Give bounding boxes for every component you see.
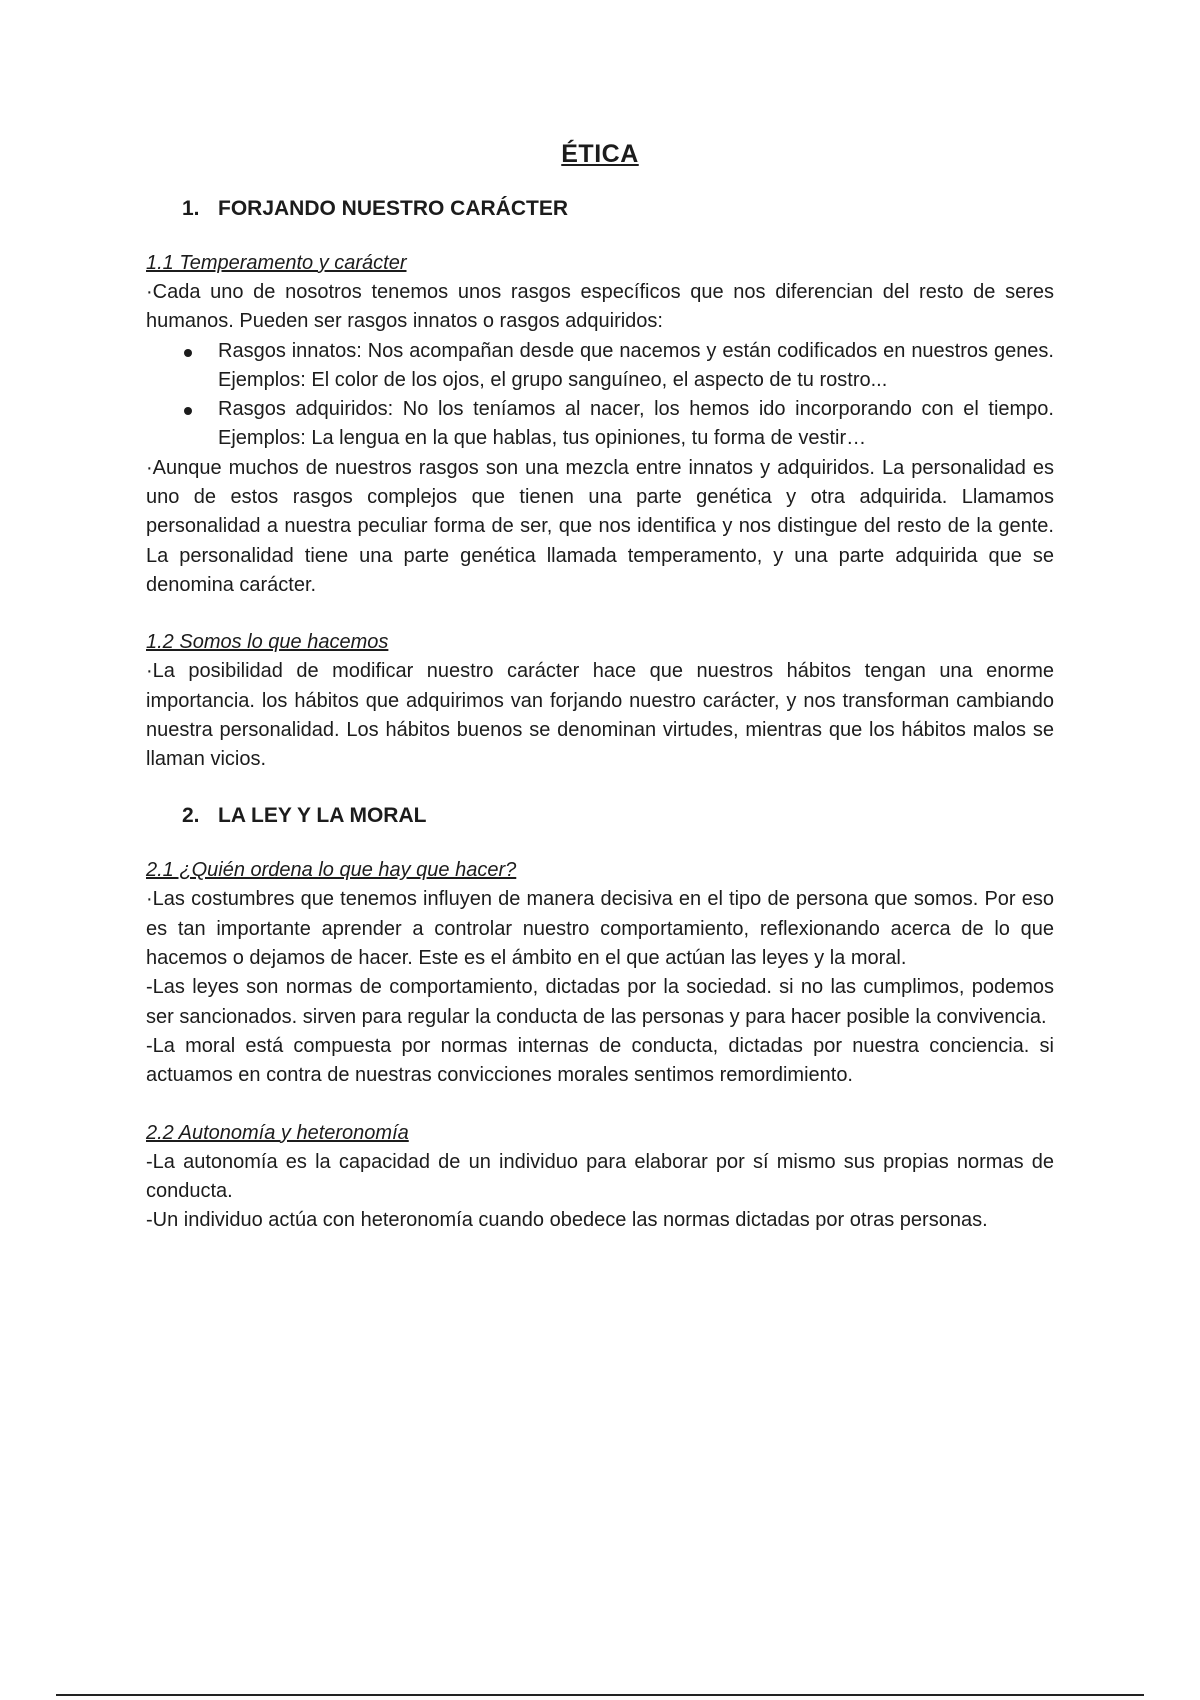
subsection-heading-1-1: 1.1 Temperamento y carácter [146,252,407,274]
paragraph: -Un individuo actúa con heteronomía cuando obedece las normas dictadas por otras personas. [146,1209,988,1232]
paragraph: ·La posibilidad de modificar nuestro carácter hace que nuestros hábitos tengan una enorme importancia. los hábitos que adquirimos van forjando nuestro carácter, y nos transforman cambiando nuestra personalidad. Los hábitos buenos se denominan virtudes, mientras que los hábitos malos se llaman vicios. [146,660,1054,771]
section-number: 1. [182,197,200,220]
subsection-heading-2-2: 2.2 Autonomía y heteronomía [146,1121,409,1144]
list-item-text: Rasgos innatos: Nos acompañan desde que nacemos y están codificados en nuestros genes. Ejemplos: El color de los ojos, el grupo sanguíneo, el aspecto de tu rostro... [218,339,1054,391]
document-title: ÉTICA [561,140,639,168]
paragraph: ·Aunque muchos de nuestros rasgos son una mezcla entre innatos y adquiridos. La personalidad es uno de estos rasgos complejos que tienen una parte genética y otra adquirida. Llamamos personalidad a nuestra peculiar forma de ser, que nos identifica y nos distingue del resto de la gente. La personalidad tiene una parte genética llamada temperamento, y una parte adquirida que se denomina carácter. [146,456,1054,596]
list-item [218,395,1054,454]
section-heading-1 [182,197,1054,221]
paragraph: ·Las costumbres que tenemos influyen de manera decisiva en el tipo de persona que somos. Por eso es tan importante aprender a controlar nuestro comportamiento, reflexionando acerca de lo que hacemos o dejamos de hacer. Este es el ámbito en el que actúan las leyes y la moral. [146,888,1054,970]
section-title: LA LEY Y LA MORAL [218,804,427,828]
paragraph: -La autonomía es la capacidad de un individuo para elaborar por sí mismo sus propias normas de conducta. [146,1150,1054,1202]
footer-divider [56,1694,1144,1696]
list-item [218,337,1054,396]
bullet-list [146,337,1054,454]
subsection-heading-1-2: 1.2 Somos lo que hacemos [146,631,389,654]
section-number: 2. [182,804,200,828]
bullet-icon [184,349,192,357]
paragraph: -La moral está compuesta por normas internas de conducta, dictadas por nuestra conciencia. si actuamos en contra de nuestras convicciones morales sentimos remordimiento. [146,1034,1054,1087]
document-page [146,140,1054,1235]
list-item-text: Rasgos adquiridos: No los teníamos al nacer, los hemos ido incorporando con el tiempo. Ejemplos: La lengua en la que hablas, tus opiniones, tu forma de vestir… [218,398,1054,450]
subsection-heading-2-1: 2.1 ¿Quién ordena lo que hay que hacer? [146,859,517,882]
section-title: FORJANDO NUESTRO CARÁCTER [218,197,569,220]
section-heading-2 [182,804,1054,828]
paragraph: -Las leyes son normas de comportamiento, dictadas por la sociedad. si no las cumplimos, podemos ser sancionados. sirven para regular la conducta de las personas y para hacer posible la convivencia. [146,976,1054,1028]
paragraph: ·Cada uno de nosotros tenemos unos rasgos específicos que nos diferencian del resto de seres humanos. Pueden ser rasgos innatos o rasgos adquiridos: [146,281,1054,333]
bullet-icon [184,407,192,415]
